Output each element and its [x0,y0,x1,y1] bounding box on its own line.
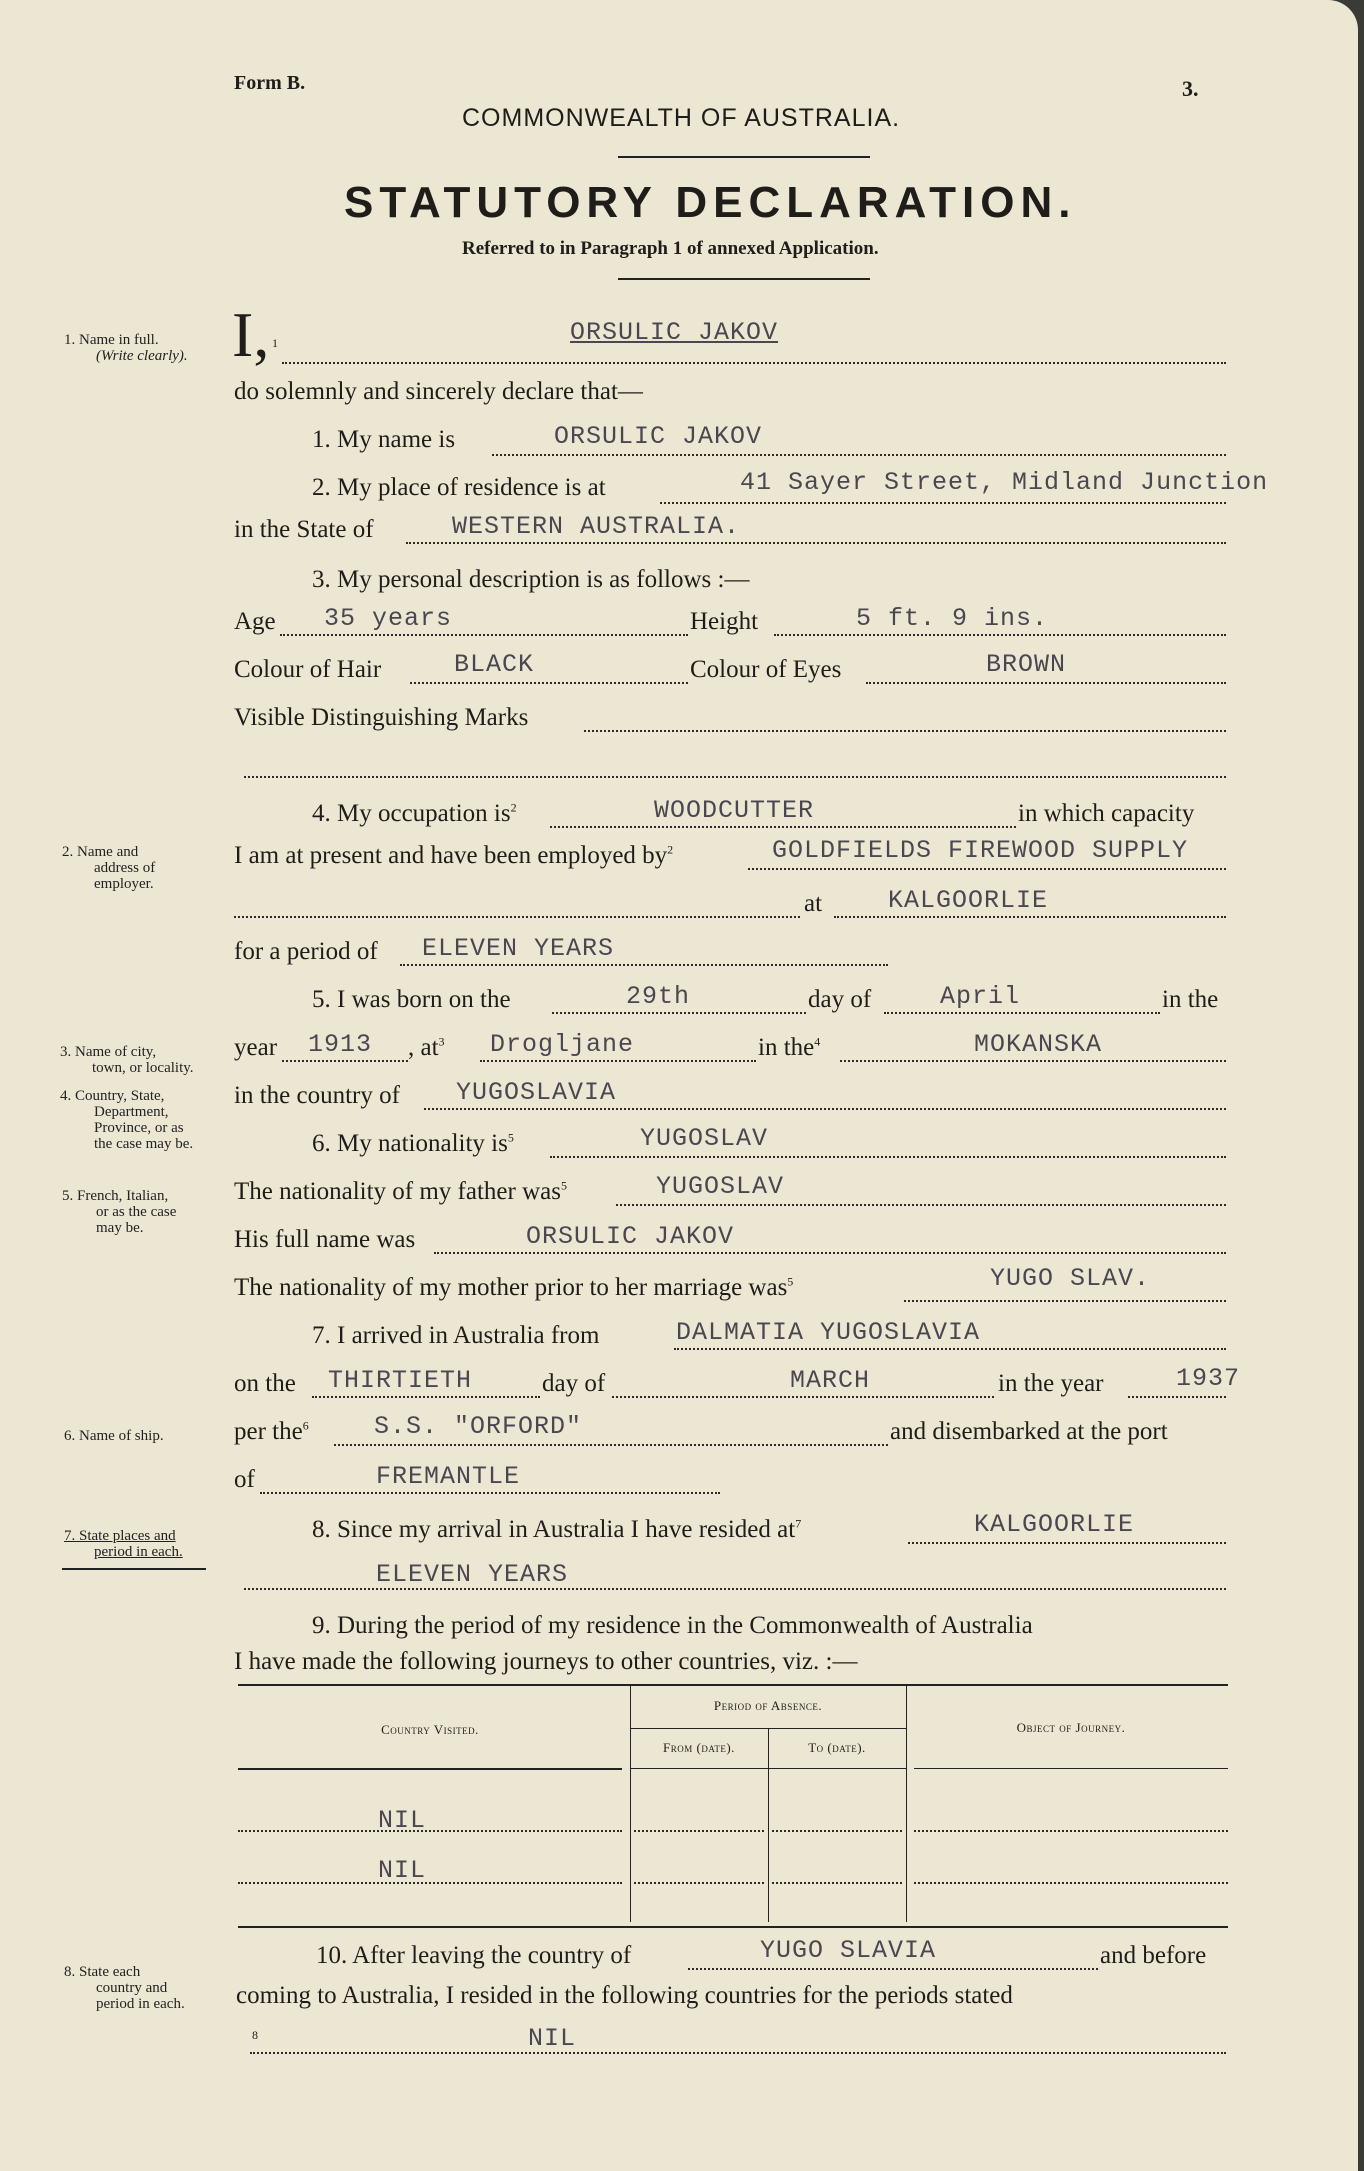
after-label-1: 10. After leaving the country of [316,1942,632,1969]
col-country-header: Country Visited. [381,1722,479,1737]
in-the-label-2: in the$^4$ [758,1034,821,1061]
port-value: FREMANTLE [376,1462,521,1491]
in-year-label: in the year [998,1370,1104,1397]
journeys-text-1: 9. During the period of my residence in the Commonwealth of Australia [312,1612,1033,1639]
mother-nationality-value: YUGO SLAV. [990,1264,1151,1293]
state-value: WESTERN AUSTRALIA. [452,512,741,541]
hair-label: Colour of Hair [234,656,382,683]
employer-at-label: at [804,890,823,917]
declarant-i: I, [232,299,270,370]
day-of-label-2: day of [542,1370,606,1397]
of-label: of [234,1466,255,1493]
born-place-value: Drogljane [490,1030,635,1059]
day-of-label: day of [808,986,872,1013]
hair-value: BLACK [454,650,535,679]
marks-label: Visible Distinguishing Marks [234,704,529,731]
col-period-header: Period of Absence. [713,1698,823,1713]
height-value: 5 ft. 9 ins. [856,604,1049,633]
form-label: Form B. [234,72,306,94]
age-value: 35 years [324,604,453,633]
born-day-value: 29th [626,982,691,1011]
nationality-label: 6. My nationality $is^5$ [312,1130,514,1157]
period-value: ELEVEN YEARS [422,934,615,963]
per-the-label: per the$^6$ [234,1418,309,1445]
born-year-value: 1913 [308,1030,373,1059]
margin-note-2: 2. Name and address of employer. [62,844,156,892]
born-region-value: MOKANSKA [974,1030,1103,1059]
age-label: Age [234,608,276,635]
employer-at-value: KALGOORLIE [888,886,1049,915]
header-rule-bottom [618,278,870,280]
arrival-year-value: 1937 [1176,1364,1241,1393]
height-label: Height [690,608,759,635]
margin-note-7: 7. State places and period in each. [64,1528,183,1560]
col-to-header: To (date). [808,1740,866,1755]
row-country: NIL [378,1856,427,1885]
declaration-page: Form B. 3. COMMONWEALTH OF AUSTRALIA. STATUTORY DECLARATION. Referred to in Paragraph 1 of annexed Application. 1. Name in full. (Write clearly). 2. Name and address of employer. 3. Name of city, town, or locality. 4. Country, State, Department, Province, or as the case may be. 5. French, Italian, or as the case may be. 6. Name of ship. 7. State places and period in each. 8. State each country and period in each. I, 1 ORSULIC JAKOV do solemnly and sincerely declare that— 1. My name is ORSULIC JAKOV 2. My place of residence is at 41 Sayer Street, Midland Junction in the State of WESTERN AUSTRALIA. 3. My personal description is as follows :— Age 35 years Height 5 ft. 9 ins. Colour of Hair BLACK Colour of Eyes BROWN Visible Distinguishing Marks 4. My occupation $is^2$ WOODCUTTER in which capacity I am at present and have been employed $by^2$ GOLDFIELDS FIREWOOD SUPPLY at KALGOORLIE for a period of ELEVEN YEARS 5. I was born on the 29th day of April in the year 1913 , $at^3$ Drogljane in the$^4$ MOKANSKA in the country of YUGOSLAVIA 6. My nationality $is^5$ YUGOSLAV The nationality of my father was$^5$ YUGOSLAV His full name was ORSULIC JAKOV The nationality of my mother prior to her marriage was$^5$ YUGO SLAV. 7. I arrived in Australia from DALMATIA YUGOSLAVIA on the THIRTIETH day of MARCH in the year 1937 per the$^6$ S.S. "ORFORD" and disembarked at the port of FREMANTLE 8. Since my arrival in Australia I have resided $at^7$ KALGOORLIE ELEVEN YEARS 9. During the period of my residence in the Commonwealth of Australia I have made the following journeys to other countries, viz. :— Country Visited. Period of Absence. From (date). To (date). Object of Journey. NIL NIL 10. After leaving the country of YUGO SLAVIA and before coming to Australia, I resided in the following countries for the periods stated 8 NIL [0,0,1358,2171]
in-the-label: in the [1162,986,1219,1013]
father-name-label: His full name was [234,1226,416,1253]
declare-text: do solemnly and sincerely declare that— [234,378,643,405]
margin-note-1: 1. Name in full. (Write clearly). [64,332,188,364]
father-nationality-value: YUGOSLAV [656,1172,785,1201]
capacity-label: in which capacity [1018,800,1195,827]
occupation-label: 4. My occupation $is^2$ [312,800,517,827]
father-nationality-label: The nationality of my father was$^5$ [234,1178,567,1205]
arrival-month-value: MARCH [790,1366,871,1395]
arrived-label: 7. I arrived in Australia from [312,1322,600,1349]
resided-at-value: KALGOORLIE [974,1510,1135,1539]
description-label: 3. My personal description is as follows :— [312,566,750,593]
at-label: , $at^3$ [408,1034,445,1061]
margin-note-6: 6. Name of ship. [64,1428,164,1444]
residence-label: 2. My place of residence is at [312,474,606,501]
resided-period-value: ELEVEN YEARS [376,1560,569,1589]
margin-note-8: 8. State each country and period in each. [64,1964,185,2012]
country-of-label: in the country of [234,1082,400,1109]
eyes-value: BROWN [986,650,1067,679]
nationality-value: YUGOSLAV [640,1124,769,1153]
resided-countries-value: NIL [528,2024,577,2053]
after-country-value: YUGO SLAVIA [760,1936,937,1965]
born-label: 5. I was born on the [312,986,511,1013]
page-title: STATUTORY DECLARATION. [344,178,1077,227]
after-label-2: coming to Australia, I resided in the following countries for the periods stated [236,1982,1013,2009]
margin-note-7-rule [62,1568,206,1570]
born-month-value: April [940,982,1021,1011]
arrived-from-value: DALMATIA YUGOSLAVIA [676,1318,981,1347]
commonwealth-heading: COMMONWEALTH OF AUSTRALIA. [462,104,901,132]
after-label-1b: and before [1100,1942,1207,1969]
my-name-label: 1. My name is [312,426,456,453]
occupation-value: WOODCUTTER [654,796,815,825]
on-the-label: on the [234,1370,296,1397]
since-label: 8. Since my arrival in Australia I have resided $at^7$ [312,1516,802,1543]
state-label: in the State of [234,516,374,543]
margin-note-5: 5. French, Italian, or as the case may be. [62,1188,177,1236]
employer-value: GOLDFIELDS FIREWOOD SUPPLY [772,836,1189,865]
born-country-value: YUGOSLAVIA [456,1078,617,1107]
father-name-value: ORSULIC JAKOV [526,1222,735,1251]
full-name-line [282,362,1226,364]
margin-note-3: 3. Name of city, town, or locality. [60,1044,194,1076]
full-name-value: ORSULIC JAKOV [570,318,779,347]
residence-value: 41 Sayer Street, Midland Junction [740,468,1269,497]
note-8-marker: 8 [252,2028,258,2042]
mother-nationality-label: The nationality of my mother prior to her marriage was$^5$ [234,1274,794,1301]
ship-value: S.S. "ORFORD" [374,1412,583,1441]
margin-note-4: 4. Country, State, Department, Province, or as the case may be. [60,1088,194,1152]
journeys-text-2: I have made the following journeys to other countries, viz. :— [234,1648,858,1675]
header-rule-top [618,156,870,158]
disembarked-label: and disembarked at the port [890,1418,1168,1445]
my-name-value: ORSULIC JAKOV [554,422,763,451]
page-number: 3. [1182,76,1199,101]
year-label: year [234,1034,278,1061]
arrival-day-value: THIRTIETH [328,1366,473,1395]
period-label: for a period of [234,938,378,965]
eyes-label: Colour of Eyes [690,656,842,683]
employer-label: I am at present and have been employed $by^2$ [234,842,674,869]
col-from-header: From (date). [663,1740,735,1755]
row-country: NIL [378,1806,427,1835]
col-object-header: Object of Journey. [1016,1720,1126,1735]
page-subtitle: Referred to in Paragraph 1 of annexed Application. [462,238,879,259]
